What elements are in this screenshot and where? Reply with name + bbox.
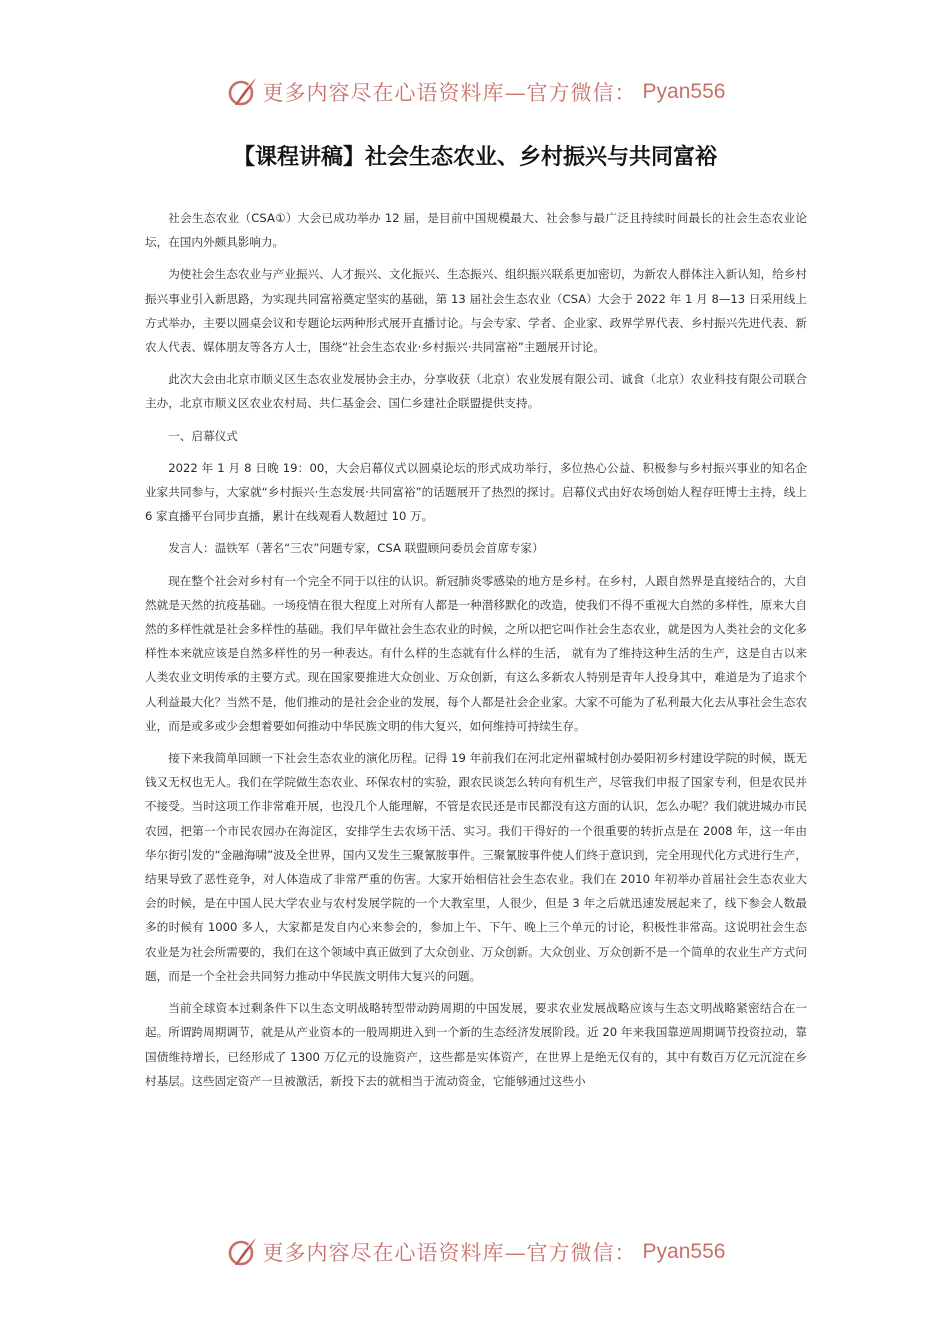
footer-banner — [0, 1228, 950, 1276]
section-heading: 一、启幕仪式 — [168, 428, 238, 443]
banner-text: 更多内容尽在心语资料库—官方微信： — [262, 81, 637, 105]
paragraph: 接下来我简单回顾一下社会生态农业的演化历程。记得 19 年前我们在河北定州翟城村创办晏阳初乡村建设学院的时候，既无钱又无权也无人。我们在学院做生态农业、环保农村的实验，跟农民谈怎么转向有机生产，尽管我们申报了国家专利，但是农民并不接受。当时这项工作非常难开展，也没几个人能理解，不管是农民还是市民都没有这方面的认识，怎么办呢？我们就进城办市民农园，把第一个市民农园办在海淀区，安排学生去农场干活、实习。我们干得好的一个很重要的转折点是在 2008 年，这一年由华尔街引发的“金融海啸”波及全世界，国内又发生三聚氰胺事件。三聚氰胺事件使人们终于意识到，完全用现代化方式进行生产，结果导致了恶性竞争，对人体造成了非常严重的伤害。大家开始相信社会生态农业。我们在 2010 年初举办首届社会生态农业大会的时候，是在中国人民大学农业与农村发展学院的一个大教室里，人很少，但是 3 年之后就迅速发展起来了，线下参会人数最多的时候有 1000 多人，大家都是发自内心来参会的，参加上午、下午、晚上三个单元的讨论，积极性非常高。这说明社会生态农业是为社会所需要的，我们在这个领域中真正做到了大众创业、万众创新。大众创业、万众创新不是一个简单的农业生产方式问题，而是一个全社会共同努力推动中华民族文明伟大复兴的问题。 — [145, 751, 807, 983]
paragraph: 现在整个社会对乡村有一个完全不同于以往的认识。新冠肺炎零感染的地方是乡村。在乡村，人跟自然界是直接结合的，大自然就是天然的抗疫基础。一场疫情在很大程度上对所有人都是一种潜移默化的改造，使我们不得不重视大自然的多样性，原来大自然的多样性就是社会多样性的基础。我们早年做社会生态农业的时候，之所以把它叫作社会生态农业，就是因为人类社会的文化多样性本来就应该是自然多样性的另一种表达。有什么样的生态就有什么样的生活， 就有为了维持这种生活的生产，这是自古以来人类农业文明传承的主要方式。现在国家要推进大众创业、万众创新，有这么多新农人特别是青年人投身其中，难道是为了追求个人利益最大化？当然不是，他们推动的是社会企业的发展，每个人都是社会企业家。大家不可能为了私利最大化去从事社会生态农业，而是或多或少会想着要如何推动中华民族文明的伟大复兴，如何维持可持续生存。 — [145, 573, 807, 733]
document-title: 【课程讲稿】社会生态农业、乡村振兴与共同富裕 — [232, 145, 717, 170]
header-banner — [0, 68, 950, 116]
speaker-line: 发言人：温铁军（著名“三农”问题专家，CSA 联盟顾问委员会首席专家） — [168, 541, 544, 556]
paragraph: 此次大会由北京市顺义区生态农业发展协会主办，分享收获（北京）农业发展有限公司、诚食（北京）农业科技有限公司联合主办，北京市顺义区农业农村局、共仁基金会、国仁乡建社企联盟提供支持。 — [145, 372, 807, 411]
quill-logo-icon — [225, 75, 259, 109]
quill-logo-icon — [225, 1235, 259, 1269]
paragraph: 当前全球资本过剩条件下以生态文明战略转型带动跨周期的中国发展，要求农业发展战略应该与生态文明战略紧密结合在一起。所谓跨周期调节，就是从产业资本的一般周期进入到一个新的生态经济发展阶段。近 20 年来我国靠逆周期调节投资拉动，靠国债维持增长，已经形成了 1300 万亿元的设施资产，这些都是实体资产，在世界上是绝无仅有的，其中有数百万亿元沉淀在乡村基层。这些固定资产一旦被激活，新投下去的就相当于流动资金，它能够通过这些小 — [145, 1001, 807, 1088]
paragraph: 社会生态农业（CSA①）大会已成功举办 12 届，是目前中国规模最大、社会参与最广泛且持续时间最长的社会生态农业论坛，在国内外颇具影响力。 — [145, 211, 807, 250]
wechat-id: Pyan556 — [642, 1240, 726, 1263]
banner-text: 更多内容尽在心语资料库—官方微信： — [262, 1241, 637, 1265]
paragraph: 2022 年 1 月 8 日晚 19：00，大会启幕仪式以圆桌论坛的形式成功举行，多位热心公益、积极参与乡村振兴事业的知名企业家共同参与，大家就“乡村振兴·生态发展·共同富裕”的话题展开了热烈的探讨。启幕仪式由好农场创始人程存旺博士主持，线上 6 家直播平台同步直播，累计在线观看人数超过 10 万。 — [145, 460, 807, 524]
document-body — [145, 206, 807, 1101]
wechat-id: Pyan556 — [642, 80, 726, 103]
paragraph: 为使社会生态农业与产业振兴、人才振兴、文化振兴、生态振兴、组织振兴联系更加密切，为新农人群体注入新认知，给乡村振兴事业引入新思路，为实现共同富裕奠定坚实的基础，第 13 届社会生态农业（CSA）大会于 2022 年 1 月 8—13 日采用线上方式举办，主要以圆桌会议和专题论坛两种形式展开直播讨论。与会专家、学者、企业家、政界学界代表、乡村振兴先进代表、新农人代表、媒体朋友等各方人士，围绕“社会生态农业·乡村振兴·共同富裕”主题展开讨论。 — [145, 267, 807, 355]
